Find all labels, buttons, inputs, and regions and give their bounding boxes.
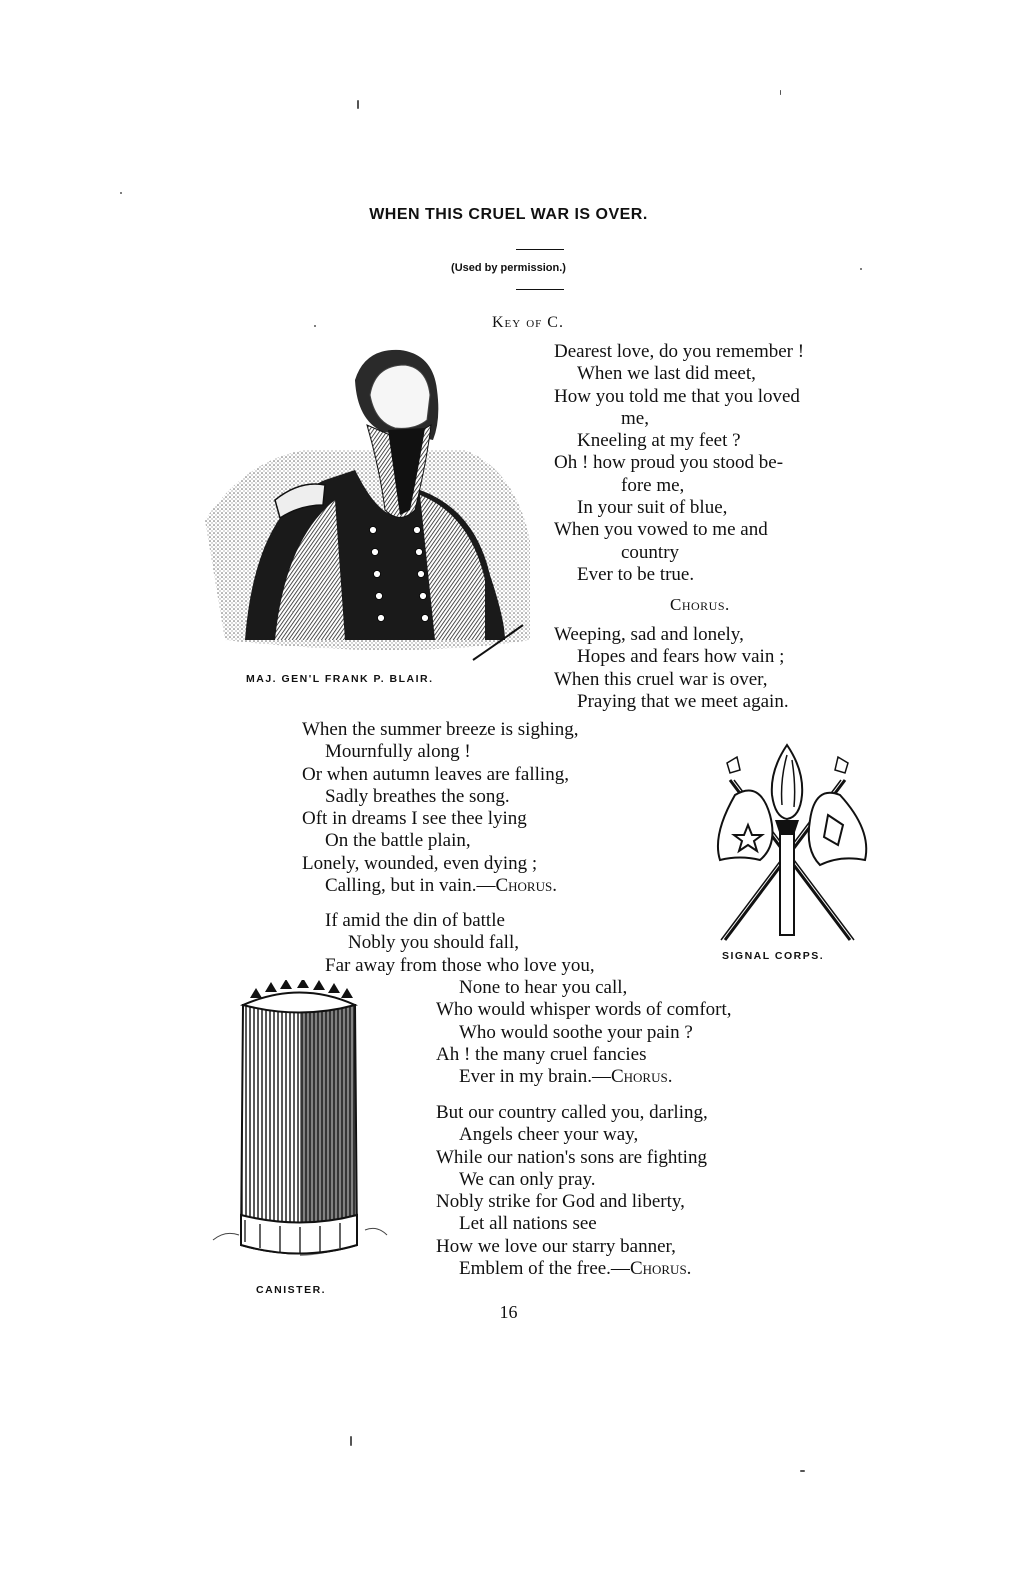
verse-line [436, 1066, 732, 1088]
speck [350, 1436, 352, 1446]
verse-line: Oft in dreams I see thee lying [302, 808, 527, 830]
verse-text: Calling, but in vain.— [325, 875, 496, 897]
verse-line: In your suit of blue, [577, 497, 728, 519]
divider [516, 289, 564, 290]
verse-line: me, [621, 407, 649, 429]
verse-line: Or when autumn leaves are falling, [302, 763, 569, 785]
verse-line: How we love our starry banner, [436, 1235, 676, 1257]
page-number: 16 [499, 1302, 518, 1322]
verse-line: While our nation's sons are fighting [436, 1146, 707, 1168]
speck [120, 192, 122, 194]
verse-line: Ah ! the many cruel fancies [436, 1043, 647, 1065]
verse-line [436, 1258, 708, 1280]
verse-line: Praying that we meet again. [577, 690, 789, 712]
stanza-4 [436, 1102, 708, 1280]
verse-line: Let all nations see [459, 1213, 597, 1235]
verse-line: On the battle plain, [325, 830, 471, 852]
verse-line: Lonely, wounded, even dying ; [302, 852, 538, 874]
signal-corps-flags-icon [700, 735, 875, 945]
chorus-ref: Chorus. [629, 1258, 692, 1280]
verse-line: When the summer breeze is sighing, [302, 719, 579, 740]
chorus-heading: Chorus. [670, 595, 730, 614]
verse-line: Ever to be true. [577, 563, 695, 585]
verse-line: We can only pray. [459, 1168, 596, 1190]
stanza-3-start [325, 910, 595, 977]
verse-line: Who would whisper words of comfort, [436, 999, 732, 1021]
verse-text: Ever in my brain.— [459, 1066, 611, 1088]
verse-line: Nobly strike for God and liberty, [436, 1191, 685, 1213]
verse-line: Dearest love, do you remember ! [554, 341, 805, 362]
portrait-engraving [205, 340, 535, 665]
chorus-ref: Chorus. [610, 1066, 673, 1088]
verse-line: Angels cheer your way, [459, 1124, 639, 1146]
page-title: WHEN THIS CRUEL WAR IS OVER. [369, 206, 648, 223]
stanza-1 [554, 341, 804, 586]
speck [780, 90, 781, 95]
verse-line: Mournfully along ! [325, 741, 471, 763]
key-signature: Key of C. [492, 314, 564, 331]
verse-line: None to hear you call, [459, 977, 628, 998]
verse-line: When this cruel war is over, [554, 668, 768, 690]
stanza-2 [302, 719, 578, 897]
speck [800, 1470, 805, 1472]
verse-line: fore me, [621, 474, 685, 496]
verse-line: Hopes and fears how vain ; [577, 646, 785, 668]
chorus [554, 624, 789, 713]
permission-note: (Used by permission.) [451, 262, 566, 274]
verse-line: Sadly breathes the song. [325, 785, 510, 807]
canister-caption: CANISTER. [256, 1284, 327, 1296]
verse-line: When you vowed to me and [554, 519, 768, 541]
verse-text: Emblem of the free.— [459, 1258, 630, 1280]
canister-engraving [205, 980, 390, 1285]
verse-line: But our country called you, darling, [436, 1102, 708, 1123]
verse-line: Oh ! how proud you stood be- [554, 452, 784, 474]
verse-line: If amid the din of battle [325, 910, 505, 931]
verse-line: Nobly you should fall, [348, 932, 519, 954]
speck [314, 325, 316, 327]
verse-line: When we last did meet, [577, 363, 756, 385]
portrait-caption: MAJ. GEN'L FRANK P. BLAIR. [246, 673, 434, 685]
chorus-ref: Chorus. [495, 875, 557, 897]
verse-line: Who would soothe your pain ? [459, 1021, 693, 1043]
verse-line [302, 875, 578, 897]
verse-line: Far away from those who love you, [325, 954, 595, 976]
verse-line: country [621, 541, 680, 563]
stanza-3-end [436, 977, 732, 1088]
verse-line: How you told me that you loved [554, 385, 800, 407]
signal-caption: SIGNAL CORPS. [722, 950, 825, 962]
verse-line: Kneeling at my feet ? [577, 430, 741, 452]
divider [516, 249, 564, 250]
verse-line: Weeping, sad and lonely, [554, 624, 744, 645]
speck [357, 100, 359, 109]
